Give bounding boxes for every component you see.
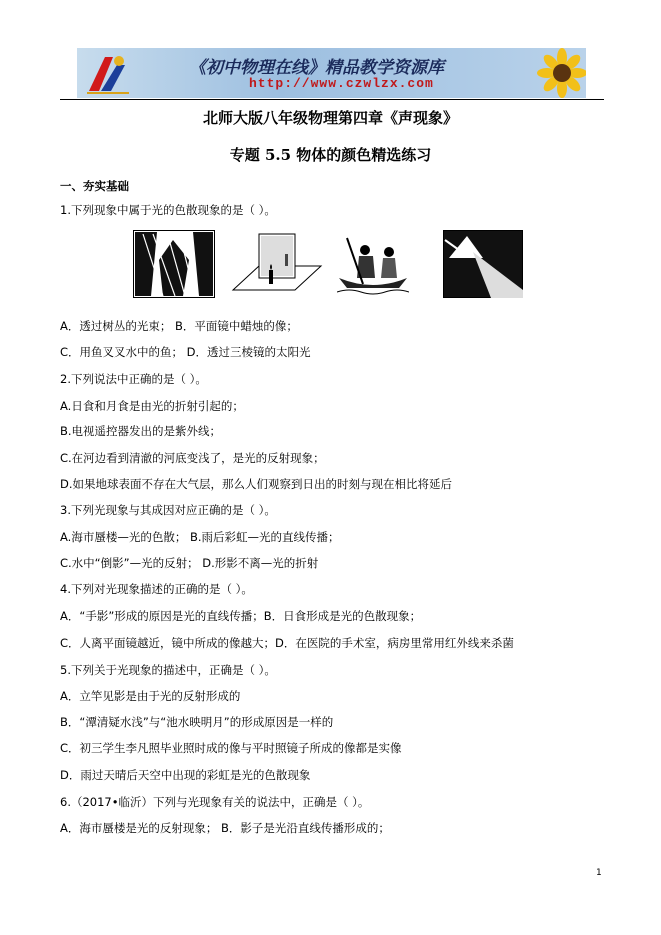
question-line: 3.下列光现象与其成因对应正确的是（ ）。 xyxy=(60,503,276,517)
banner-title: 《初中物理在线》精品教学资源库 xyxy=(189,58,444,78)
question-line: A.海市蜃楼—光的色散； B.雨后彩虹—光的直线传播； xyxy=(60,530,340,544)
banner-url: http://www.czwlzx.com xyxy=(249,76,434,91)
question-line: C．人离平面镜越近，镜中所成的像越大；D．在医院的手术室，病房里常用红外线来杀菌 xyxy=(60,636,514,650)
question-line: B.电视遥控器发出的是紫外线； xyxy=(60,424,222,438)
question-line: D．雨过天晴后天空中出现的彩虹是光的色散现象 xyxy=(60,768,311,782)
question-line: 6.（2017•临沂）下列与光现象有关的说法中，正确是（ ）。 xyxy=(60,795,370,809)
page-number: 1 xyxy=(596,868,602,878)
figure-boat-fish-spear xyxy=(337,230,409,300)
question-1-figures xyxy=(133,230,523,302)
question-line: 5.下列关于光现象的描述中，正确是（ ）。 xyxy=(60,663,276,677)
question-line: C．用鱼叉叉水中的鱼； D．透过三棱镜的太阳光 xyxy=(60,345,311,359)
question-line: A．海市蜃楼是光的反射现象； B．影子是光沿直线传播形成的； xyxy=(60,821,390,835)
question-line: A.日食和月食是由光的折射引起的； xyxy=(60,399,244,413)
header-rule xyxy=(60,99,604,100)
question-line: 4.下列对光现象描述的正确的是（ ）。 xyxy=(60,582,253,596)
question-line: A．“手影”形成的原因是光的直线传播；B．日食形成是光的色散现象； xyxy=(60,609,422,623)
question-line: B．“潭清疑水浅”与“池水映明月”的形成原因是一样的 xyxy=(60,715,334,729)
document-title: 北师大版八年级物理第四章《声现象》 xyxy=(202,109,458,127)
figure-trees-light-beams xyxy=(133,230,215,298)
question-line: 2.下列说法中正确的是（ ）。 xyxy=(60,372,207,386)
figure-prism-sunlight xyxy=(443,230,523,298)
document-subtitle: 专题 5.5 物体的颜色精选练习 xyxy=(229,146,432,164)
sunflower-icon xyxy=(526,48,586,98)
header-banner xyxy=(77,48,586,98)
section-heading: 一、夯实基础 xyxy=(60,179,129,193)
site-logo-icon xyxy=(83,51,133,95)
question-line: D.如果地球表面不存在大气层，那么人们观察到日出的时刻与现在相比将延后 xyxy=(60,477,453,491)
question-line: C.在河边看到清澈的河底变浅了，是光的反射现象； xyxy=(60,451,325,465)
question-line: C．初三学生李凡照毕业照时成的像与平时照镜子所成的像都是实像 xyxy=(60,741,402,755)
question-line: A．透过树丛的光束； B．平面镜中蜡烛的像； xyxy=(60,319,298,333)
question-line: C.水中“倒影”—光的反射； D.形影不离—光的折射 xyxy=(60,556,319,570)
question-line: 1.下列现象中属于光的色散现象的是（ ）。 xyxy=(60,203,276,217)
figure-mirror-candle xyxy=(229,230,323,300)
question-line: A．立竿见影是由于光的反射形成的 xyxy=(60,689,241,703)
